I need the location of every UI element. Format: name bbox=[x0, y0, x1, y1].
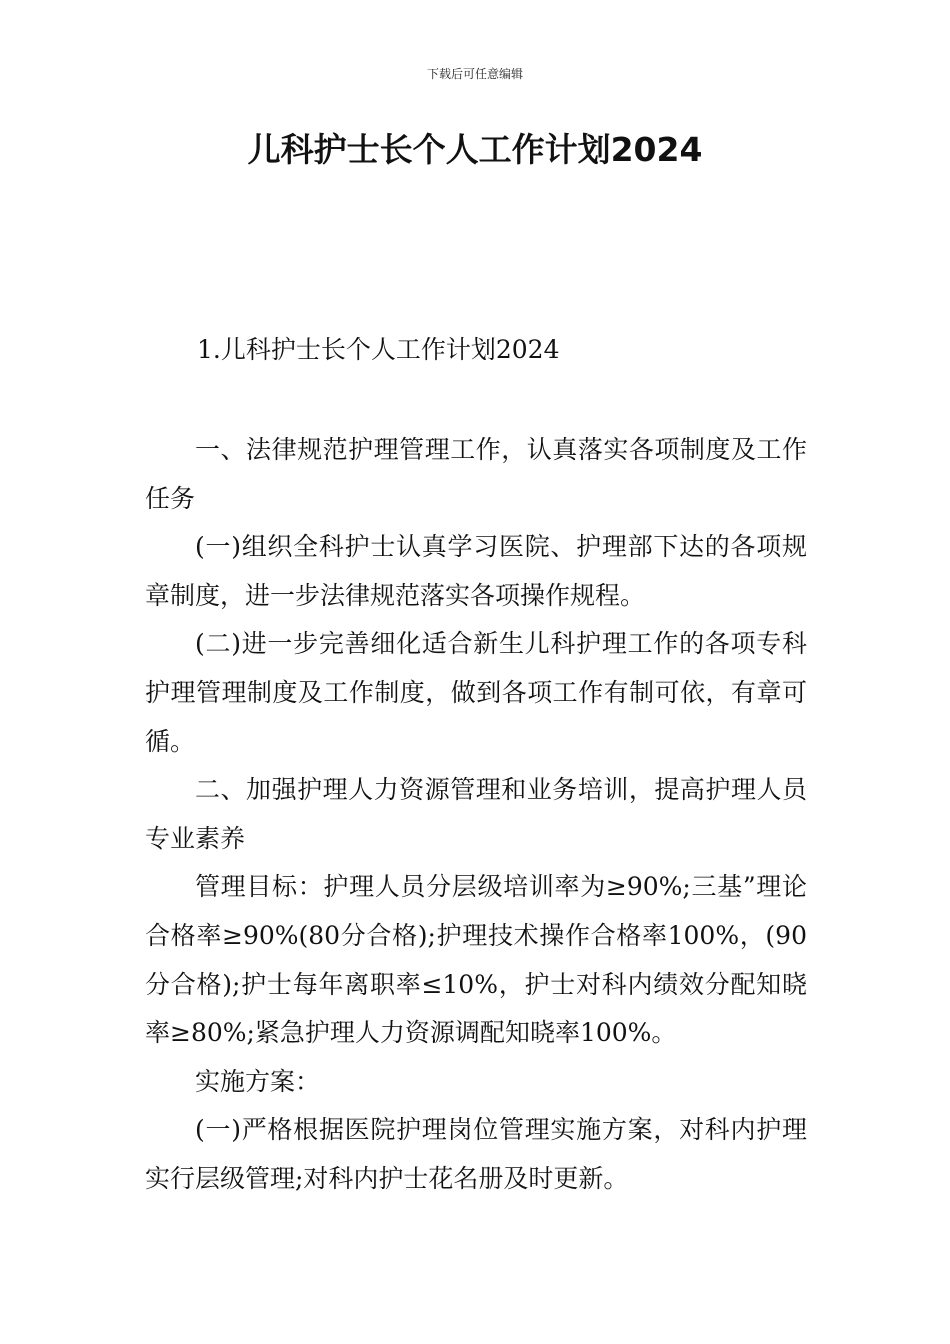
section-subtitle: 1.儿科护士长个人工作计划2024 bbox=[197, 335, 560, 364]
document-body bbox=[145, 426, 807, 1204]
paragraph-2-1: (一)严格根据医院护理岗位管理实施方案，对科内护理实行层级管理;对科内护士花名册及时更新。 bbox=[145, 1115, 807, 1193]
management-goals-paragraph: 管理目标：护理人员分层级培训率为≥90%;三基”理论合格率≥90%(80分合格);护理技术操作合格率100%，(90分合格);护士每年离职率≤10%，护士对科内绩效分配知晓率≥80%;紧急护理人力资源调配知晓率100%。 bbox=[145, 872, 807, 1048]
implementation-plan-label: 实施方案： bbox=[195, 1066, 321, 1096]
document-title: 儿科护士长个人工作计划2024 bbox=[247, 130, 703, 169]
paragraph-1-1: (一)组织全科护士认真学习医院、护理部下达的各项规章制度，进一步法律规范落实各项操作规程。 bbox=[145, 532, 807, 610]
header-note: 下载后可任意编辑 bbox=[426, 67, 523, 81]
paragraph-1-2: (二)进一步完善细化适合新生儿科护理工作的各项专科护理管理制度及工作制度，做到各项工作有制可依，有章可循。 bbox=[145, 629, 807, 756]
section-heading-2: 二、加强护理人力资源管理和业务培训，提高护理人员专业素养 bbox=[145, 775, 807, 853]
section-heading-1: 一、法律规范护理管理工作，认真落实各项制度及工作任务 bbox=[145, 435, 807, 513]
